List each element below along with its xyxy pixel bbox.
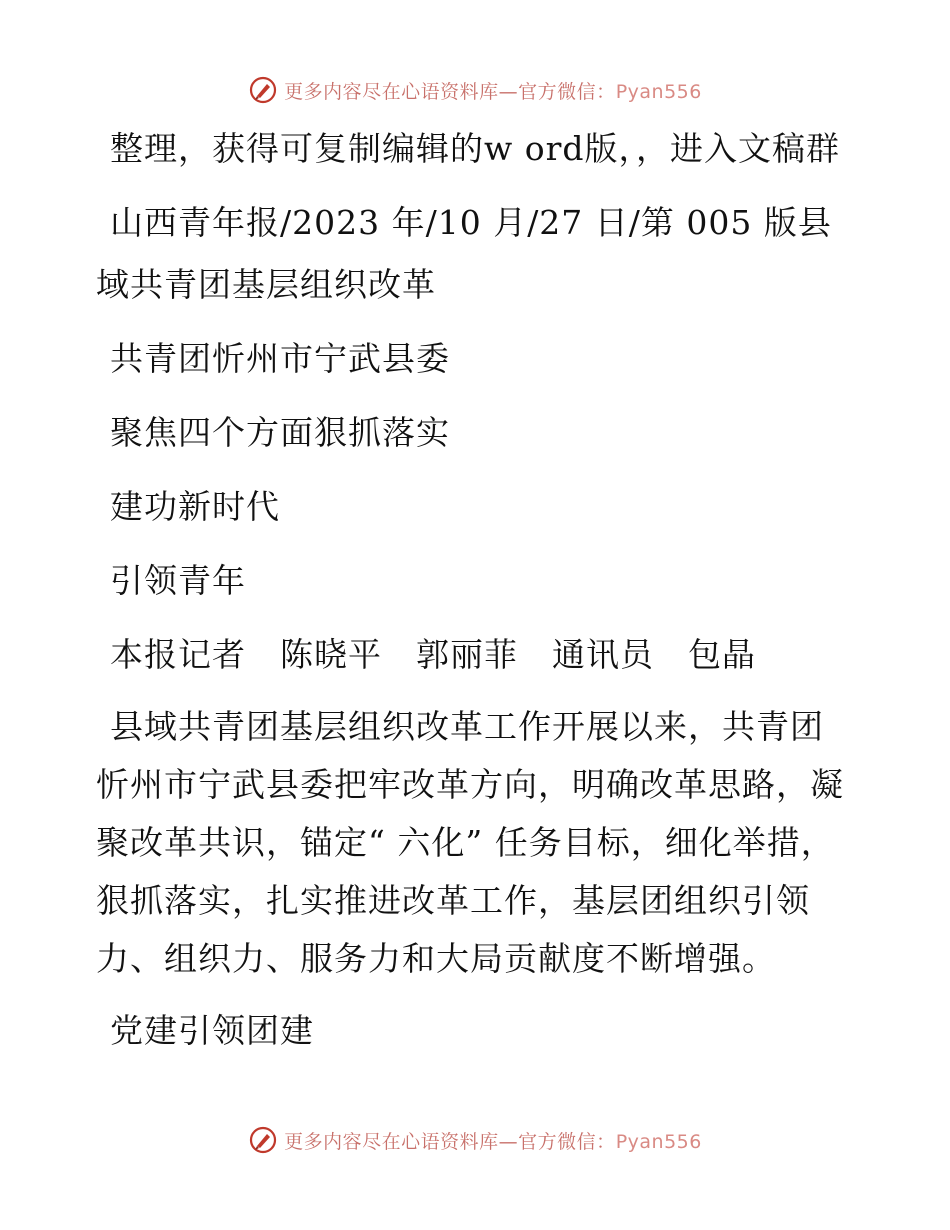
headline-line-1: 聚焦四个方面狠抓落实 bbox=[110, 413, 450, 452]
paragraph-source: 山西青年报/2023 年/10 月/27 日/第 005 版县域共青团基层组织改革 bbox=[96, 203, 832, 304]
paragraph-org: 共青团忻州市宁武县委 bbox=[110, 339, 450, 378]
watermark-header bbox=[0, 70, 950, 110]
document-body bbox=[96, 118, 856, 1062]
headline-line-3: 引领青年 bbox=[110, 561, 246, 600]
pen-logo-icon bbox=[248, 75, 278, 105]
pen-logo-icon bbox=[248, 1125, 278, 1155]
watermark-footer bbox=[0, 1120, 950, 1160]
byline: 本报记者 陈晓平 郭丽菲 通讯员 包晶 bbox=[110, 635, 756, 674]
watermark-text: 更多内容尽在心语资料库—官方微信：Pyan556 bbox=[284, 80, 702, 103]
paragraph-intro: 整理，获得可复制编辑的w ord版，，进入文稿群 bbox=[110, 129, 841, 168]
paragraph-body: 县域共青团基层组织改革工作开展以来，共青团忻州市宁武县委把牢改革方向，明确改革思路，凝聚改革共识，锚定“ 六化” 任务目标，细化举措，狠抓落实，扎实推进改革工作，基层团组织引领力、组织力、服务力和大局贡献度不断增强。 bbox=[96, 707, 844, 978]
watermark-text: 更多内容尽在心语资料库—官方微信：Pyan556 bbox=[284, 1130, 702, 1153]
headline-line-2: 建功新时代 bbox=[110, 487, 280, 526]
section-heading: 党建引领团建 bbox=[110, 1011, 314, 1050]
